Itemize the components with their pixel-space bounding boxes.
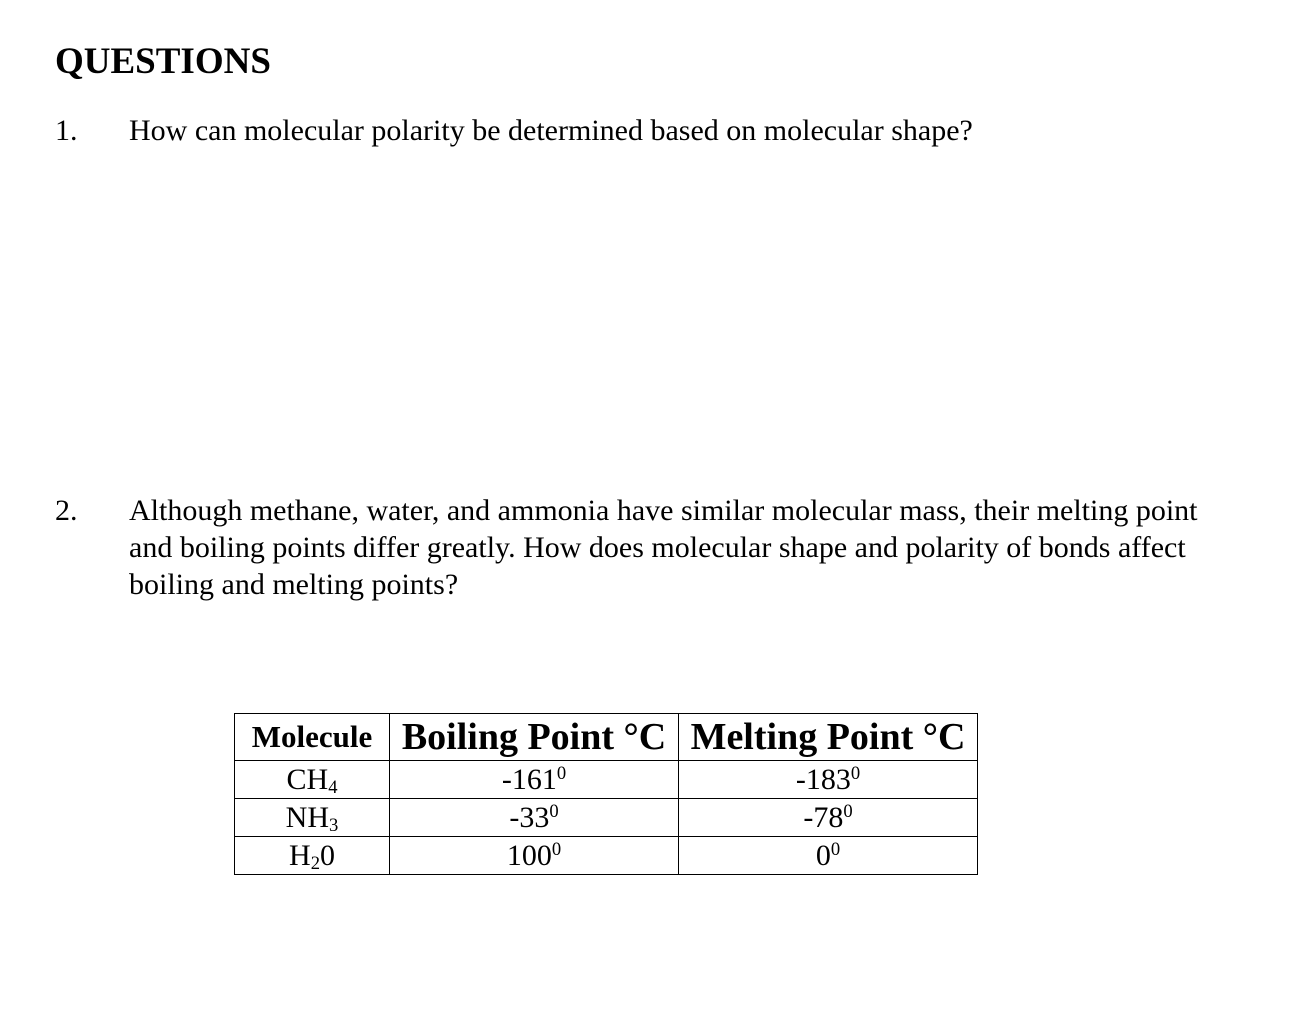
degree-superscript: 0 (830, 838, 841, 860)
degree-superscript: 0 (551, 838, 562, 860)
molecule-cell (235, 837, 390, 875)
table-row (235, 761, 978, 799)
molecule-subscript: 2 (310, 852, 320, 874)
molecule-subscript: 3 (329, 814, 339, 836)
table-row (235, 837, 978, 875)
degree-superscript: 0 (843, 800, 853, 822)
molecule-symbol: CH (286, 762, 329, 796)
boiling-point-cell (390, 837, 679, 875)
degree-superscript: 0 (850, 762, 861, 784)
molecule-symbol: NH (285, 800, 330, 834)
molecule-cell (235, 761, 390, 799)
boiling-point-value: -161 (501, 762, 557, 796)
question-2-number: 2. (55, 494, 78, 527)
question-2-text: Although methane, water, and ammonia have similar molecular mass, their melting point and boiling points differ greatly. How does molecular shape and polarity of bonds affect boiling and melting points? (129, 494, 1198, 601)
page-title: QUESTIONS (55, 41, 271, 82)
question-1-number: 1. (55, 114, 78, 147)
header-boiling-point: Boiling Point °C (390, 714, 679, 761)
molecule-tail: 0 (319, 838, 335, 872)
header-molecule: Molecule (235, 714, 390, 761)
boiling-point-value: -33 (509, 800, 550, 834)
melting-point-cell (679, 837, 978, 875)
boiling-point-cell (390, 761, 679, 799)
boiling-point-cell (390, 799, 679, 837)
melting-point-cell (679, 761, 978, 799)
melting-point-cell (679, 799, 978, 837)
melting-point-value: -183 (795, 762, 851, 796)
molecule-symbol: H (289, 838, 311, 872)
boiling-melting-table (234, 713, 978, 875)
degree-superscript: 0 (556, 762, 567, 784)
table-row (235, 799, 978, 837)
melting-point-value: 0 (815, 838, 831, 872)
degree-superscript: 0 (549, 800, 559, 822)
melting-point-value: -78 (803, 800, 844, 834)
question-1-text: How can molecular polarity be determined based on molecular shape? (129, 114, 973, 147)
header-melting-point: Melting Point °C (679, 714, 978, 761)
molecule-cell (235, 799, 390, 837)
table-header-row (235, 714, 978, 761)
molecule-subscript: 4 (328, 776, 338, 798)
boiling-point-value: 100 (506, 838, 552, 872)
